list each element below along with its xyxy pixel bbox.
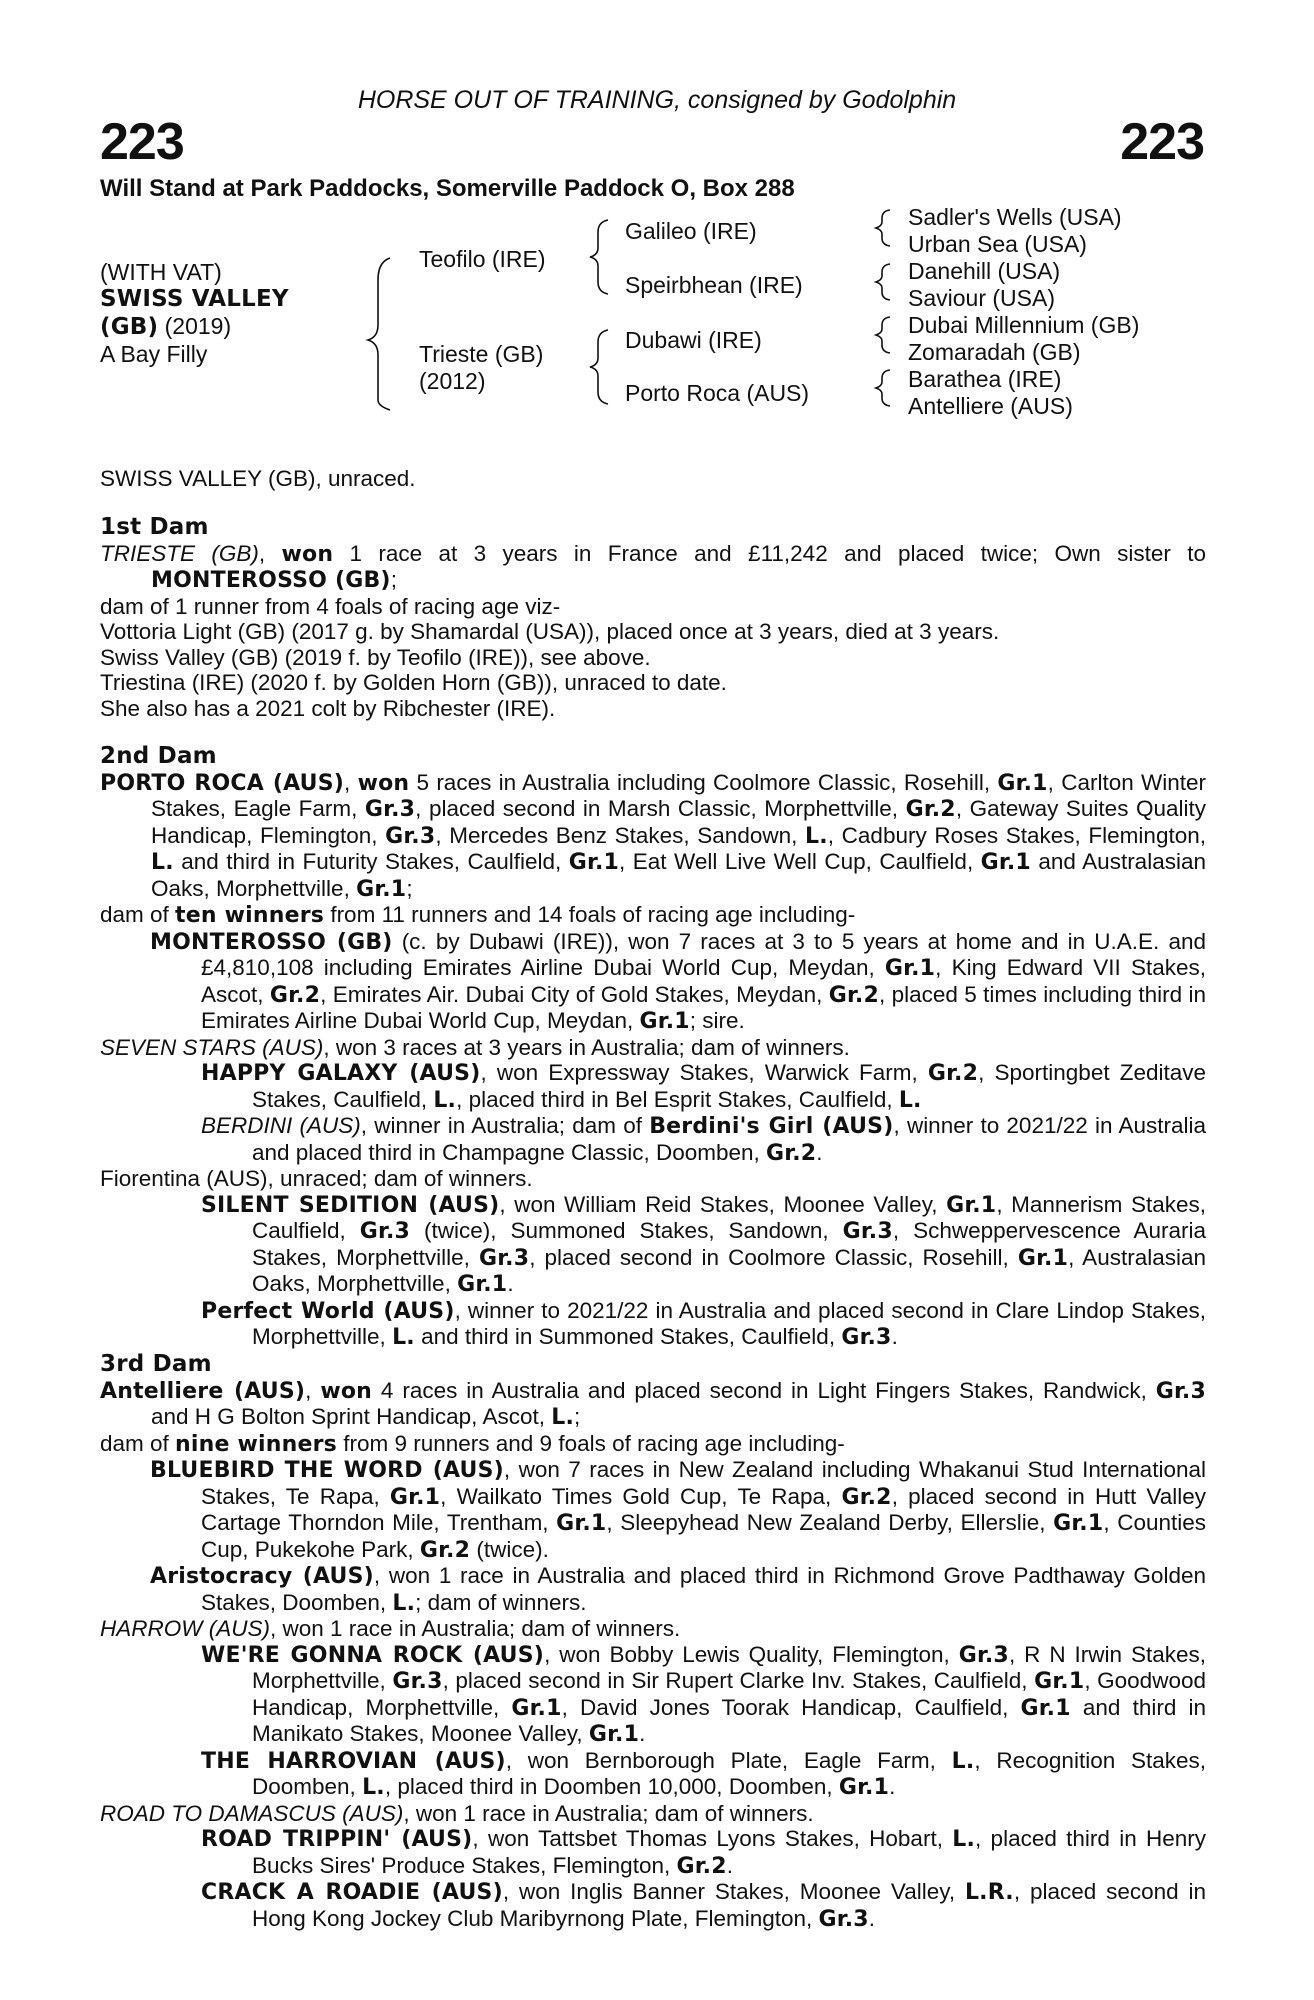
produce-entry: Fiorentina (AUS), unraced; dam of winners. <box>100 1166 533 1191</box>
produce-entry: MONTEROSSO (GB) (c. by Dubawi (IRE)), won 7 races at 3 to 5 years at home and in U.A.E. and £4,810,108 including Emirates Airline Dubai World Cup, Meydan, Gr.1, King Edward VII Stakes, Ascot, Gr.2, Emirates Air. Dubai City of Gold Stakes, Meydan, Gr.2, placed 5 times including third in Emirates Airline Dubai World Cup, Meydan, Gr.1; sire. <box>150 928 1207 1034</box>
section-heading: 2nd Dam <box>100 743 217 769</box>
third-dam-section <box>100 1352 1206 1932</box>
produce-entry: HAPPY GALAXY (AUS), won Expressway Stakes, Warwick Farm, Gr.2, Sportingbet Zeditave Stakes, Caulfield, L., placed third in Bel Esprit Stakes, Caulfield, L. <box>201 1060 1206 1113</box>
produce-entry: Aristocracy (AUS), won 1 race in Australia and placed third in Richmond Grove Padthaway Golden Stakes, Doomben, L.; dam of winners. <box>150 1563 1206 1616</box>
produce-entry: BERDINI (AUS), winner in Australia; dam of Berdini's Girl (AUS), winner to 2021/22 in Australia and placed third in Champagne Classic, Doomben, Gr.2. <box>201 1113 1207 1166</box>
produce-entry: Perfect World (AUS), winner to 2021/22 in Australia and placed second in Clare Lindop Stakes, Morphettville, L. and third in Summoned Stakes, Caulfield, Gr.3. <box>201 1297 1207 1350</box>
stand-location: Will Stand at Park Paddocks, Somerville Paddock O, Box 288 <box>100 175 795 202</box>
second-dam-section <box>100 744 1206 1351</box>
dam-of-line: dam of ten winners from 11 runners and 14 foals of racing age including- <box>100 902 856 928</box>
vat-note: (WITH VAT) <box>100 259 222 285</box>
gen3-dds: Barathea (IRE) <box>908 366 1062 392</box>
produce-entry: CRACK A ROADIE (AUS), won Inglis Banner Stakes, Moonee Valley, L.R., placed second in Hong Kong Jockey Club Maribyrnong Plate, Flemington, Gr.3. <box>201 1879 1207 1932</box>
gen3-dss: Dubai Millennium (GB) <box>908 312 1140 338</box>
gen3-sds: Danehill (USA) <box>908 258 1061 284</box>
produce-line: Swiss Valley (GB) (2019 f. by Teofilo (IRE)), see above. <box>100 644 651 670</box>
sire-dam: Speirbhean (IRE) <box>625 272 803 298</box>
dam-paragraph: TRIESTE (GB), won 1 race at 3 years in France and £11,242 and placed twice; Own sister to MONTEROSSO (GB); <box>100 540 1206 593</box>
dam-of-line: dam of 1 runner from 4 foals of racing age viz- <box>100 593 561 619</box>
produce-line: Triestina (IRE) (2020 f. by Golden Horn (GB)), unraced to date. <box>100 670 727 695</box>
horse-country: (GB) <box>100 314 159 340</box>
gen3-dsd: Zomaradah (GB) <box>908 339 1081 365</box>
produce-line: Vottoria Light (GB) (2017 g. by Shamardal (USA)), placed once at 3 years, died at 3 years. <box>100 619 1000 644</box>
horse-desc: A Bay Filly <box>100 341 208 367</box>
horse-name: SWISS VALLEY <box>100 286 289 312</box>
sire: Teofilo (IRE) <box>419 246 546 272</box>
sire-sire: Galileo (IRE) <box>625 218 757 244</box>
produce-entry: BLUEBIRD THE WORD (AUS), won 7 races in New Zealand including Whakanui Stud International Stakes, Te Rapa, Gr.1, Wailkato Times Gold Cup, Te Rapa, Gr.2, placed second in Hutt Valley Cartage Thorndon Mile, Trentham, Gr.1, Sleepyhead New Zealand Derby, Ellerslie, Gr.1, Counties Cup, Pukekohe Park, Gr.2 (twice). <box>150 1457 1206 1563</box>
gen3-sss: Sadler's Wells (USA) <box>908 204 1122 230</box>
produce-entry: SEVEN STARS (AUS), won 3 races at 3 years in Australia; dam of winners. <box>100 1034 850 1060</box>
gen3-ssd: Urban Sea (USA) <box>908 231 1087 257</box>
produce-entry: SILENT SEDITION (AUS), won William Reid Stakes, Moonee Valley, Gr.1, Mannerism Stakes, Caulfield, Gr.3 (twice), Summoned Stakes, Sandown, Gr.3, Schweppervescence Auraria Stakes, Morphettville, Gr.3, placed second in Coolmore Classic, Rosehill, Gr.1, Australasian Oaks, Morphettville, Gr.1. <box>201 1191 1206 1297</box>
dam-dam: Porto Roca (AUS) <box>625 380 810 406</box>
also-line: She also has a 2021 colt by Ribchester (IRE). <box>100 695 556 721</box>
section-heading: 1st Dam <box>100 514 209 540</box>
gen3-sdd: Saviour (USA) <box>908 285 1055 311</box>
catalogue-header: HORSE OUT OF TRAINING, consigned by Godolphin <box>357 86 957 114</box>
produce-entry: ROAD TO DAMASCUS (AUS), won 1 race in Australia; dam of winners. <box>100 1800 814 1826</box>
produce-entry: THE HARROVIAN (AUS), won Bernborough Plate, Eagle Farm, L., Recognition Stakes, Doomben, L., placed third in Doomben 10,000, Doomben, Gr.1. <box>201 1747 1206 1800</box>
intro-line: SWISS VALLEY (GB), unraced. <box>100 466 416 491</box>
first-dam-section <box>100 515 1206 721</box>
dam-paragraph: Antelliere (AUS), won 4 races in Australia and placed second in Light Fingers Stakes, Randwick, Gr.3 and H G Bolton Sprint Handicap, Ascot, L.; <box>100 1377 1206 1430</box>
gen3-ddd: Antelliere (AUS) <box>908 393 1073 419</box>
dam: Trieste (GB) (2012) <box>419 341 544 394</box>
lot-number-right: 223 <box>1120 113 1204 171</box>
dam-sire: Dubawi (IRE) <box>625 327 762 353</box>
lot-number-left: 223 <box>100 113 184 171</box>
horse-year: (2019) <box>164 313 232 339</box>
produce-entry: ROAD TRIPPIN' (AUS), won Tattsbet Thomas Lyons Stakes, Hobart, L., placed third in Henry Bucks Sires' Produce Stakes, Flemington, Gr.2. <box>201 1826 1207 1879</box>
dam-of-line: dam of nine winners from 9 runners and 9 foals of racing age including- <box>100 1430 845 1457</box>
dam-paragraph: PORTO ROCA (AUS), won 5 races in Australia including Coolmore Classic, Rosehill, Gr.1, Carlton Winter Stakes, Eagle Farm, Gr.3, placed second in Marsh Classic, Morphettville, Gr.2, Gateway Suites Quality Handicap, Flemington, Gr.3, Mercedes Benz Stakes, Sandown, L., Cadbury Roses Stakes, Flemington, L. and third in Futurity Stakes, Caulfield, Gr.1, Eat Well Live Well Cup, Caulfield, Gr.1 and Australasian Oaks, Morphettville, Gr.1; <box>100 769 1206 902</box>
section-heading: 3rd Dam <box>100 1351 212 1377</box>
produce-entry: WE'RE GONNA ROCK (AUS), won Bobby Lewis Quality, Flemington, Gr.3, R N Irwin Stakes, Morphettville, Gr.3, placed second in Sir Rupert Clarke Inv. Stakes, Caulfield, Gr.1, Goodwood Handicap, Morphettville, Gr.1, David Jones Toorak Handicap, Caulfield, Gr.1 and third in Manikato Stakes, Moonee Valley, Gr.1. <box>201 1641 1206 1747</box>
produce-entry: HARROW (AUS), won 1 race in Australia; dam of winners. <box>100 1616 681 1641</box>
